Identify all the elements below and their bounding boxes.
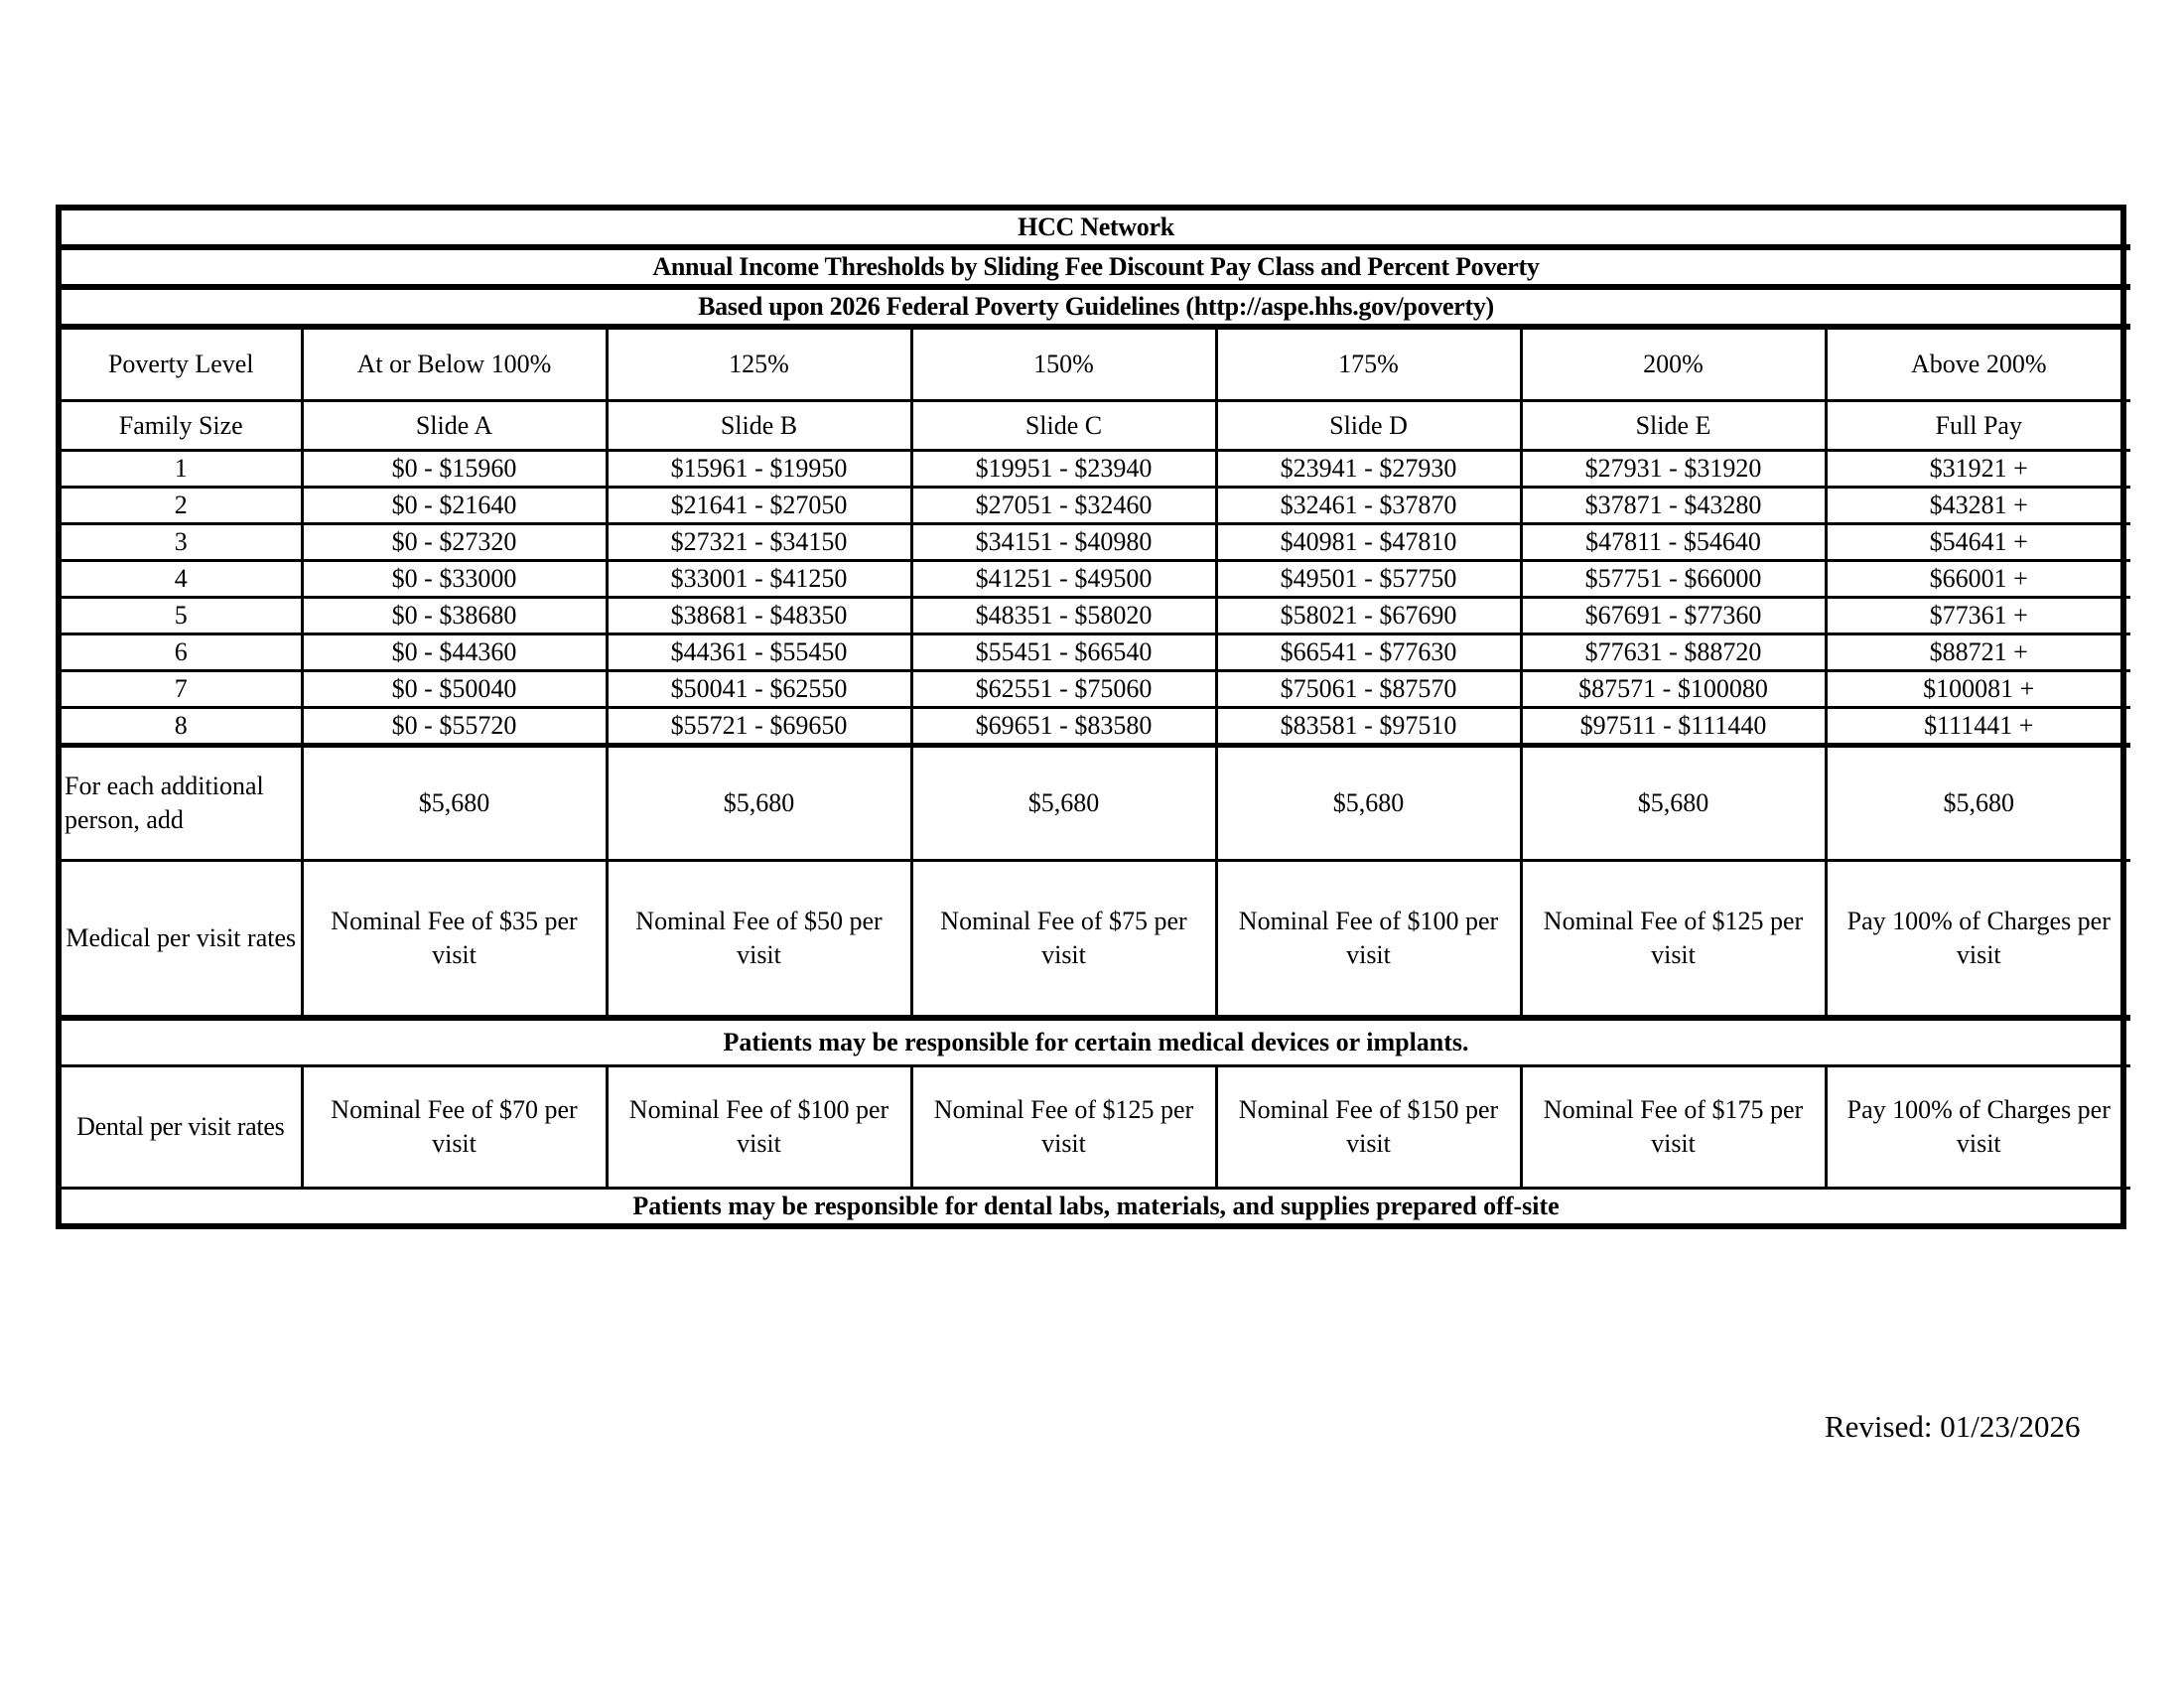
sliding-fee-table [62, 211, 2130, 1223]
dental-fee: Nominal Fee of $125 per visit [911, 1066, 1216, 1189]
family-size-value: 1 [62, 451, 302, 488]
slide-header: Slide D [1216, 401, 1521, 451]
dental-note: Patients may be responsible for dental labs, materials, and supplies prepared off-site [62, 1189, 2130, 1224]
medical-note-row [62, 1018, 2130, 1066]
income-range: $0 - $38680 [302, 598, 607, 634]
dental-fee: Nominal Fee of $150 per visit [1216, 1066, 1521, 1189]
additional-person-label: For each additional person, add [62, 746, 302, 861]
family-size-value: 2 [62, 488, 302, 524]
income-range: $27931 - $31920 [1521, 451, 1826, 488]
family-size-label: Family Size [62, 401, 302, 451]
medical-fee: Pay 100% of Charges per visit [1826, 861, 2130, 1019]
table-row [62, 561, 2130, 598]
income-range: $23941 - $27930 [1216, 451, 1521, 488]
income-range: $0 - $55720 [302, 708, 607, 746]
additional-person-amount: $5,680 [607, 746, 911, 861]
income-range: $77361 + [1826, 598, 2130, 634]
poverty-level-cell: Above 200% [1826, 327, 2130, 401]
income-range: $77631 - $88720 [1521, 634, 1826, 671]
income-range: $0 - $27320 [302, 524, 607, 561]
income-range: $111441 + [1826, 708, 2130, 746]
slide-header: Slide B [607, 401, 911, 451]
medical-note: Patients may be responsible for certain medical devices or implants. [62, 1018, 2130, 1066]
poverty-level-cell: At or Below 100% [302, 327, 607, 401]
family-size-value: 4 [62, 561, 302, 598]
dental-rates-row [62, 1066, 2130, 1189]
income-range: $57751 - $66000 [1521, 561, 1826, 598]
family-size-value: 6 [62, 634, 302, 671]
additional-person-amount: $5,680 [1826, 746, 2130, 861]
medical-fee: Nominal Fee of $75 per visit [911, 861, 1216, 1019]
sliding-fee-table-container [56, 205, 2126, 1229]
income-range: $66001 + [1826, 561, 2130, 598]
income-range: $83581 - $97510 [1216, 708, 1521, 746]
income-range: $19951 - $23940 [911, 451, 1216, 488]
income-range: $0 - $33000 [302, 561, 607, 598]
income-range: $88721 + [1826, 634, 2130, 671]
table-row [62, 708, 2130, 746]
income-range: $49501 - $57750 [1216, 561, 1521, 598]
income-range: $37871 - $43280 [1521, 488, 1826, 524]
family-size-row [62, 401, 2130, 451]
income-range: $87571 - $100080 [1521, 671, 1826, 708]
income-range: $32461 - $37870 [1216, 488, 1521, 524]
dental-note-row [62, 1189, 2130, 1224]
income-range: $100081 + [1826, 671, 2130, 708]
income-range: $58021 - $67690 [1216, 598, 1521, 634]
dental-fee: Nominal Fee of $70 per visit [302, 1066, 607, 1189]
slide-header: Slide E [1521, 401, 1826, 451]
additional-person-amount: $5,680 [1216, 746, 1521, 861]
revised-date: Revised: 01/23/2026 [1825, 1409, 2081, 1444]
dental-fee: Nominal Fee of $100 per visit [607, 1066, 911, 1189]
income-range: $0 - $21640 [302, 488, 607, 524]
income-range: $21641 - $27050 [607, 488, 911, 524]
income-range: $48351 - $58020 [911, 598, 1216, 634]
document-title: HCC Network [62, 211, 2130, 247]
family-size-value: 5 [62, 598, 302, 634]
poverty-level-cell: 175% [1216, 327, 1521, 401]
additional-person-amount: $5,680 [911, 746, 1216, 861]
income-range: $62551 - $75060 [911, 671, 1216, 708]
table-row [62, 634, 2130, 671]
guidelines-text: Based upon 2026 Federal Poverty Guidelines (http://aspe.hhs.gov/poverty) [62, 287, 2130, 327]
family-size-value: 8 [62, 708, 302, 746]
dental-fee: Pay 100% of Charges per visit [1826, 1066, 2130, 1189]
table-row [62, 451, 2130, 488]
income-range: $55721 - $69650 [607, 708, 911, 746]
income-range: $31921 + [1826, 451, 2130, 488]
income-range: $75061 - $87570 [1216, 671, 1521, 708]
additional-person-row [62, 746, 2130, 861]
income-range: $0 - $15960 [302, 451, 607, 488]
poverty-level-label: Poverty Level [62, 327, 302, 401]
table-row [62, 598, 2130, 634]
income-range: $40981 - $47810 [1216, 524, 1521, 561]
table-row [62, 488, 2130, 524]
medical-fee: Nominal Fee of $125 per visit [1521, 861, 1826, 1019]
income-range: $50041 - $62550 [607, 671, 911, 708]
slide-header: Full Pay [1826, 401, 2130, 451]
income-range: $33001 - $41250 [607, 561, 911, 598]
income-range: $66541 - $77630 [1216, 634, 1521, 671]
medical-rates-row [62, 861, 2130, 1019]
table-row [62, 524, 2130, 561]
poverty-level-cell: 200% [1521, 327, 1826, 401]
income-range: $47811 - $54640 [1521, 524, 1826, 561]
income-range: $97511 - $111440 [1521, 708, 1826, 746]
poverty-level-cell: 125% [607, 327, 911, 401]
income-range: $0 - $50040 [302, 671, 607, 708]
income-range: $67691 - $77360 [1521, 598, 1826, 634]
income-range: $41251 - $49500 [911, 561, 1216, 598]
income-range: $55451 - $66540 [911, 634, 1216, 671]
title-row [62, 211, 2130, 247]
additional-person-amount: $5,680 [302, 746, 607, 861]
medical-rates-label: Medical per visit rates [62, 861, 302, 1019]
income-range: $38681 - $48350 [607, 598, 911, 634]
document-subtitle: Annual Income Thresholds by Sliding Fee Discount Pay Class and Percent Poverty [62, 247, 2130, 287]
slide-header: Slide A [302, 401, 607, 451]
medical-fee: Nominal Fee of $35 per visit [302, 861, 607, 1019]
family-size-value: 3 [62, 524, 302, 561]
income-range: $0 - $44360 [302, 634, 607, 671]
family-size-value: 7 [62, 671, 302, 708]
table-row [62, 671, 2130, 708]
income-range: $27051 - $32460 [911, 488, 1216, 524]
dental-rates-label: Dental per visit rates [62, 1066, 302, 1189]
income-range: $43281 + [1826, 488, 2130, 524]
income-range: $44361 - $55450 [607, 634, 911, 671]
income-range: $54641 + [1826, 524, 2130, 561]
income-range: $69651 - $83580 [911, 708, 1216, 746]
income-range: $34151 - $40980 [911, 524, 1216, 561]
poverty-level-row [62, 327, 2130, 401]
medical-fee: Nominal Fee of $50 per visit [607, 861, 911, 1019]
subtitle-row [62, 247, 2130, 287]
dental-fee: Nominal Fee of $175 per visit [1521, 1066, 1826, 1189]
income-range: $15961 - $19950 [607, 451, 911, 488]
guidelines-row [62, 287, 2130, 327]
additional-person-amount: $5,680 [1521, 746, 1826, 861]
slide-header: Slide C [911, 401, 1216, 451]
income-range: $27321 - $34150 [607, 524, 911, 561]
poverty-level-cell: 150% [911, 327, 1216, 401]
medical-fee: Nominal Fee of $100 per visit [1216, 861, 1521, 1019]
